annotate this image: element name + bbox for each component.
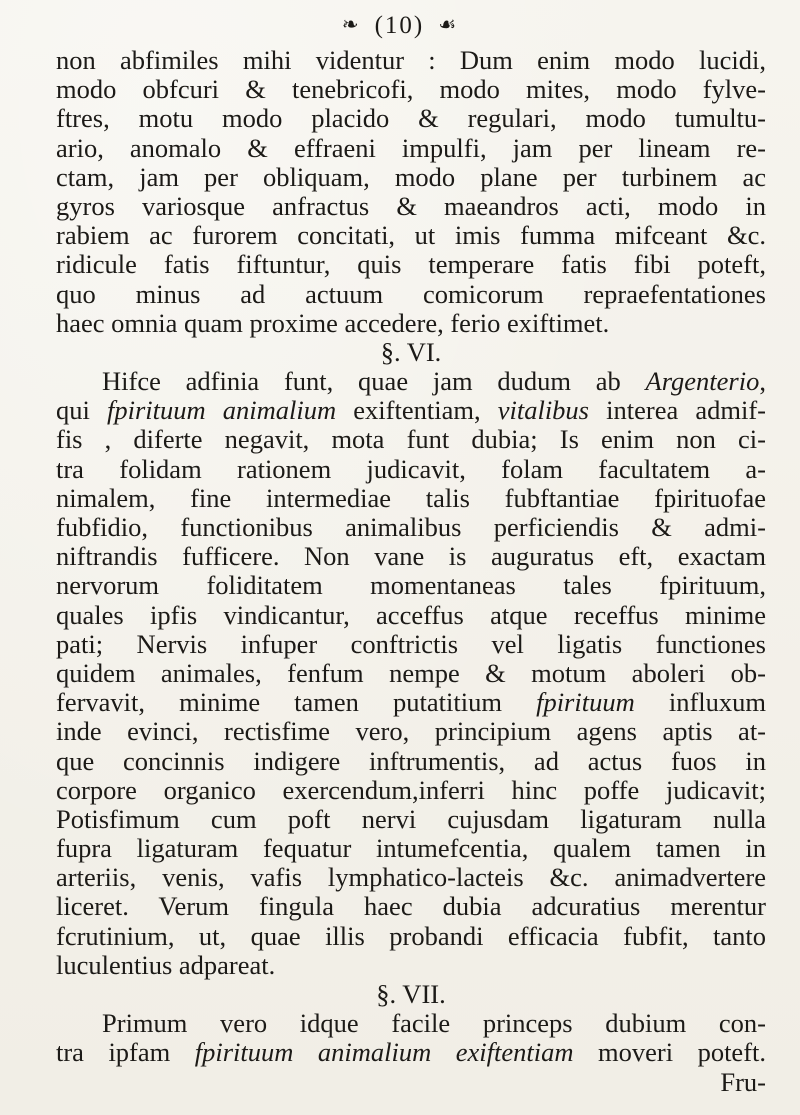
text-line: fervavit, minime tamen putatitium fpirituum influxum: [56, 687, 766, 718]
text-line: corpore organico exercendum,inferri hinc poffe judicavit;: [56, 774, 766, 805]
text-line: liceret. Verum fingula haec dubia adcuratius merentur: [56, 891, 766, 922]
section-heading: §. VII.: [376, 979, 446, 1009]
text-line: non abfimiles mihi videntur : Dum enim modo lucidi,: [56, 45, 766, 75]
fleuron-right-icon: ☙: [438, 12, 459, 36]
text-line: nervorum foliditatem momentaneas tales fpirituum,: [56, 570, 766, 601]
text-line: quales ipfis vindicantur, acceffus atque receffus minime: [56, 599, 766, 630]
text-line: qui fpirituum animalium exiftentiam, vitalibus interea admif-: [56, 395, 766, 426]
text-line: modo obfcuri & tenebricofi, modo mites, modo fylve-: [56, 74, 766, 105]
text-line: Hifce adfinia funt, quae jam dudum ab Argenterio,: [102, 366, 766, 397]
text-line: gyros variosque anfractus & maeandros acti, modo in: [56, 190, 766, 221]
fleuron-left-icon: ❧: [341, 12, 361, 36]
text-line: arteriis, venis, vafis lymphatico-lacteis &c. animadvertere: [56, 862, 766, 893]
section-heading: §. VI.: [380, 336, 442, 367]
text-line: inde evinci, rectisfime vero, principium agens aptis at-: [56, 716, 766, 747]
text-line: niftrandis fufficere. Non vane is auguratus eft, exactam: [56, 541, 766, 572]
text-line: ridicule fatis fiftuntur, quis temperare fatis fibi poteft,: [56, 249, 766, 280]
catchword: Fru-: [720, 1066, 766, 1097]
text-line: ario, anomalo & effraeni impulfi, jam per lineam re-: [56, 132, 766, 163]
text-line: haec omnia quam proxime accedere, ferio exiftimet.: [56, 307, 610, 338]
text-line: tra folidam rationem judicavit, folam facultatem a-: [56, 453, 766, 484]
text-line: quo minus ad actuum comicorum repraefentationes: [56, 278, 766, 309]
page-number: (10): [374, 12, 425, 39]
text-line: tra ipfam fpirituum animalium exiftentiam moveri poteft.: [56, 1037, 767, 1068]
running-head: [0, 6, 800, 44]
text-line: ftres, motu modo placido & regulari, modo tumultu-: [56, 103, 766, 134]
text-line: nimalem, fine intermediae talis fubftantiae fpirituofae: [56, 482, 766, 513]
text-line: fupra ligaturam fequatur intumefcentia, qualem tamen in: [56, 833, 766, 864]
text-line: fcrutinium, ut, quae illis probandi efficacia fubfit, tanto: [56, 920, 766, 951]
text-line: ctam, jam per obliquam, modo plane per turbinem ac: [56, 161, 766, 192]
text-line: luculentius adpareat.: [56, 949, 276, 980]
body-text: [56, 46, 766, 1097]
text-line: quidem animales, fenfum nempe & motum aboleri ob-: [56, 657, 766, 688]
text-line: Potisfimum cum poft nervi cujusdam ligaturam nulla: [56, 803, 766, 834]
text-line: fubfidio, functionibus animalibus perficiendis & admi-: [56, 512, 766, 542]
text-line: que concinnis indigere inftrumentis, ad actus fuos in: [56, 745, 766, 776]
text-line: rabiem ac furorem concitati, ut imis fumma mifceant &c.: [56, 220, 766, 251]
text-line: fis , diferte negavit, mota funt dubia; Is enim non ci-: [56, 424, 766, 455]
text-line: Primum vero idque facile princeps dubium con-: [102, 1008, 766, 1039]
text-line: pati; Nervis infuper conftrictis vel ligatis functiones: [56, 628, 766, 659]
